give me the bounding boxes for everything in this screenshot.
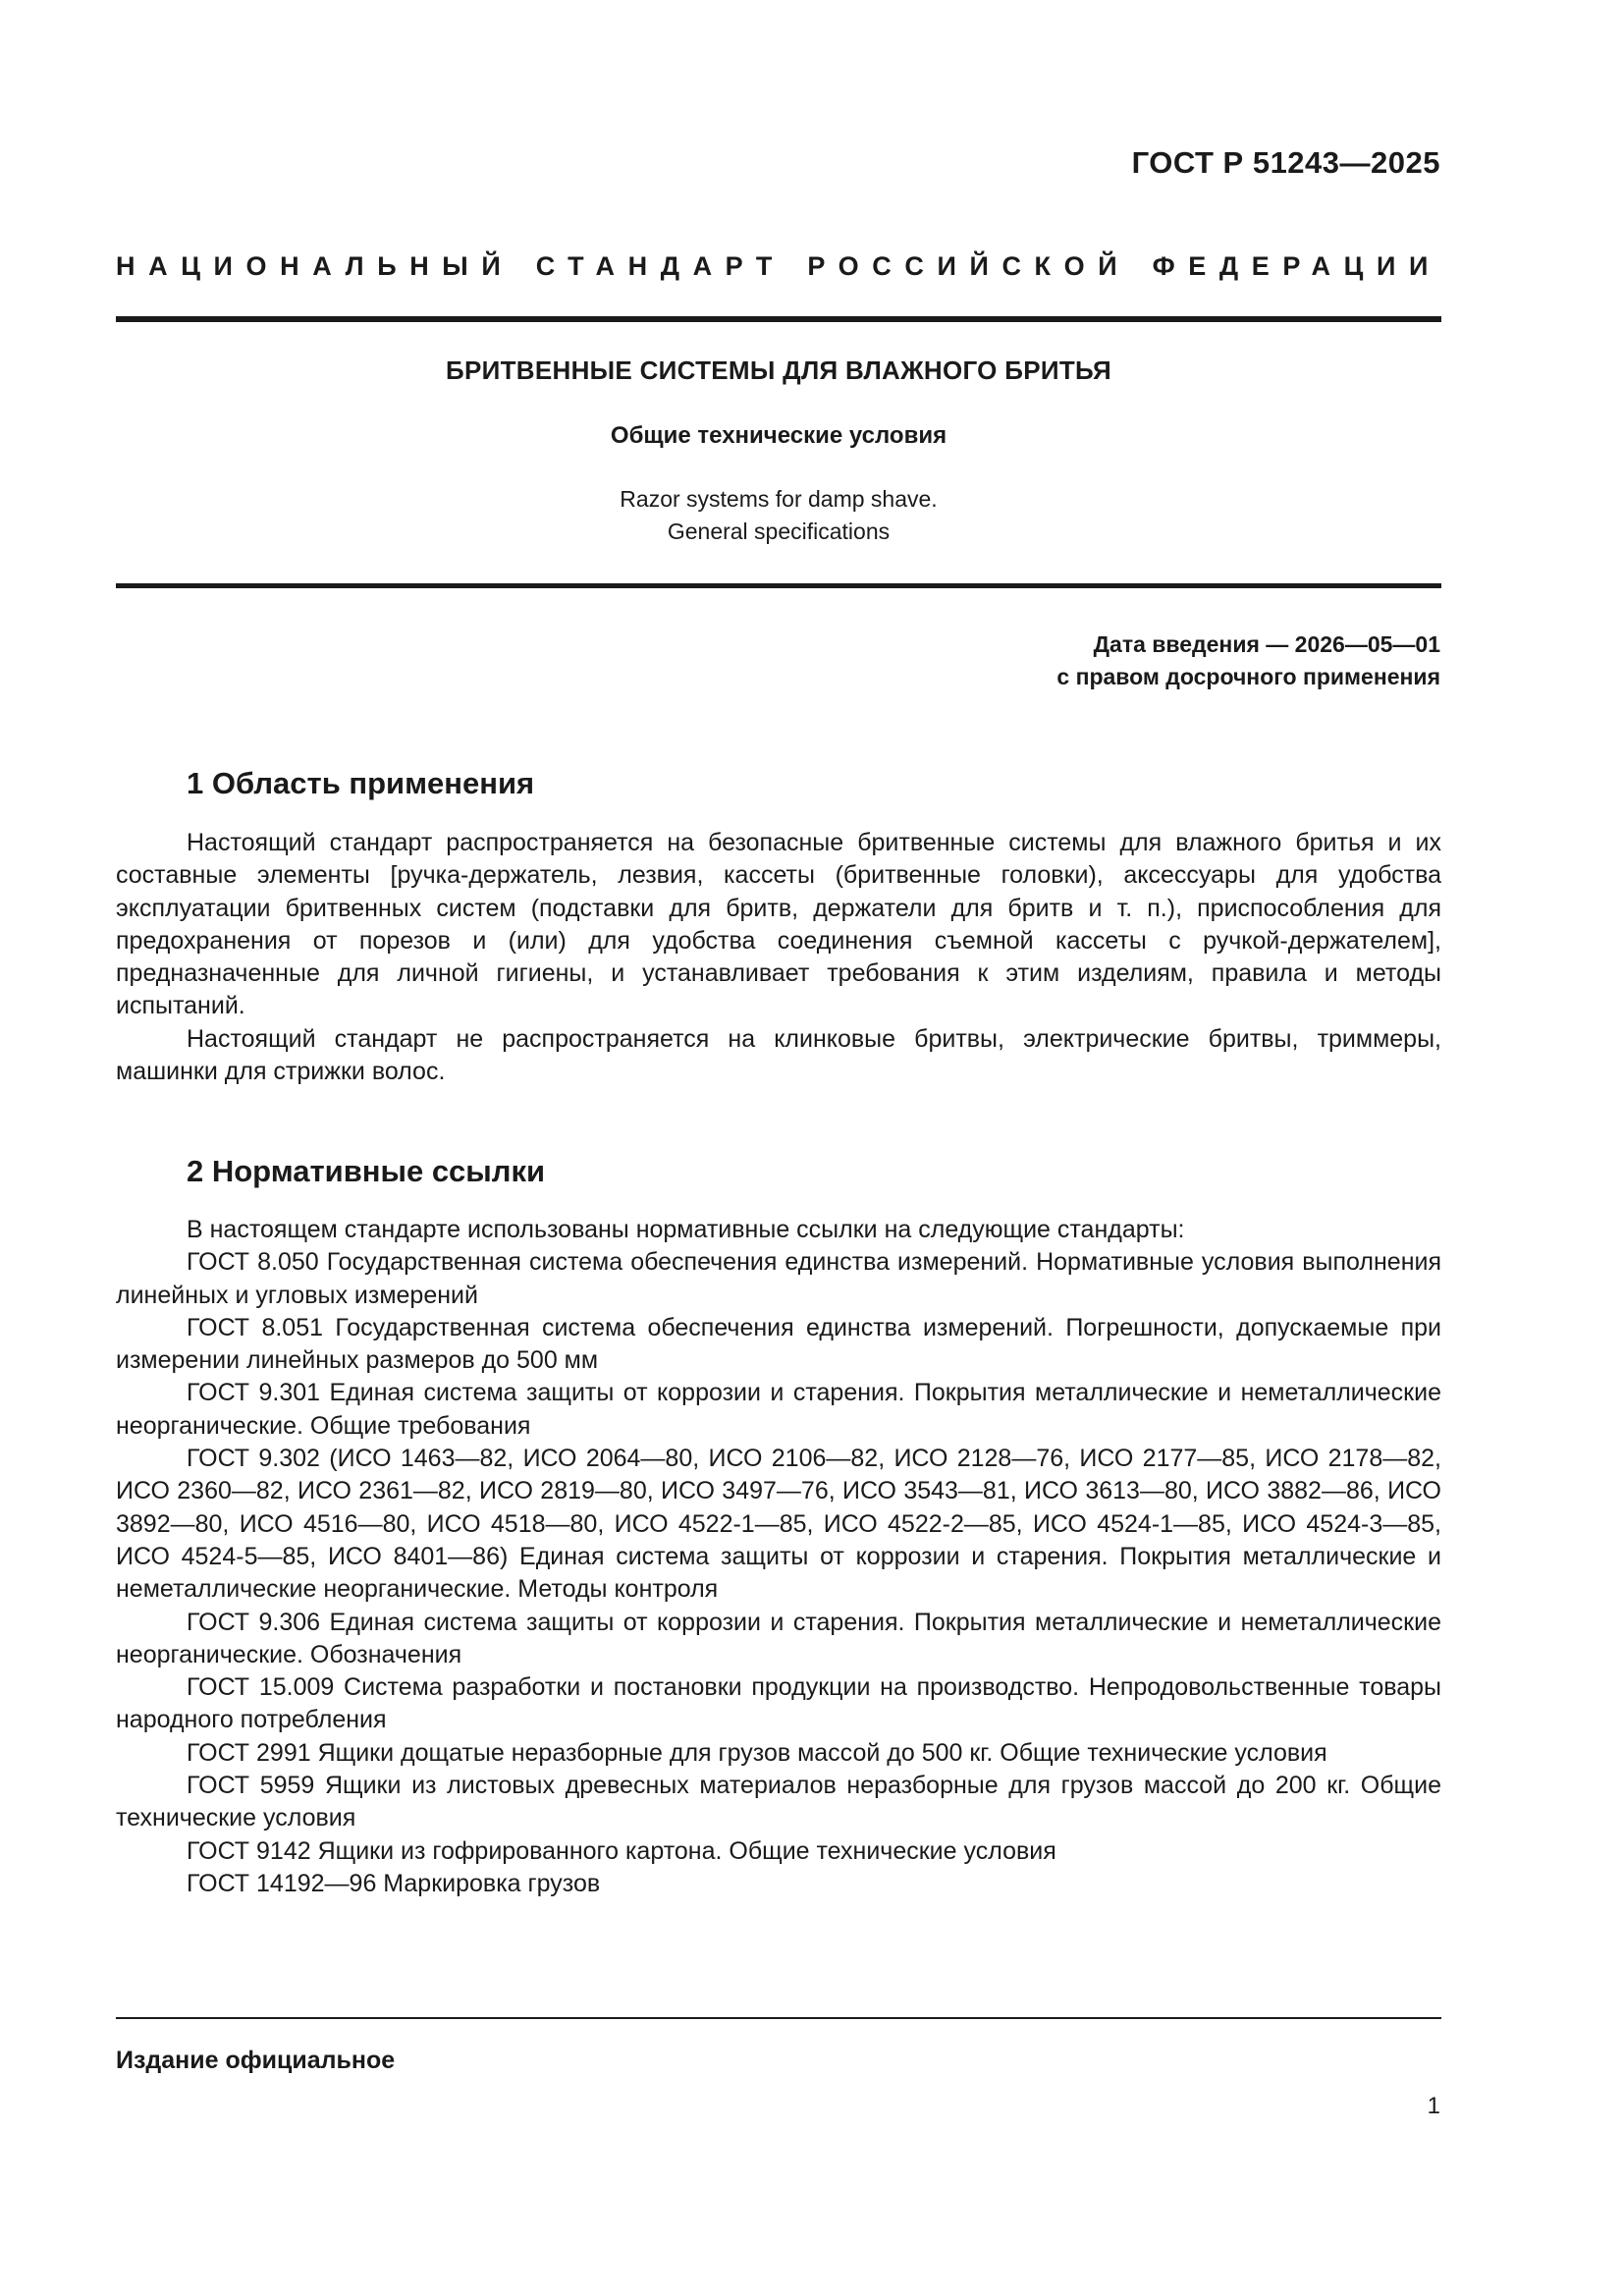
section-1-body	[116, 827, 1441, 1088]
reference-item: ГОСТ 8.050 Государственная система обеспечения единства измерений. Нормативные условия выполнения линейных и угловых измерений	[116, 1248, 1441, 1309]
page-number: 1	[1427, 2093, 1440, 2119]
reference-item: ГОСТ 9.301 Единая система защиты от коррозии и старения. Покрытия металлические и неметаллические неорганические. Общие требования	[116, 1379, 1441, 1440]
title-divider	[116, 583, 1441, 588]
early-application-note: с правом досрочного применения	[1056, 664, 1440, 689]
section-2-heading: 2 Нормативные ссылки	[187, 1154, 546, 1188]
normative-references-list	[116, 1214, 1441, 1900]
reference-item: ГОСТ 8.051 Государственная система обеспечения единства измерений. Погрешности, допускаемые при измерении линейных размеров до 500 мм	[116, 1313, 1441, 1375]
reference-item: ГОСТ 14192—96 Маркировка грузов	[187, 1869, 601, 1897]
document-code: ГОСТ Р 51243—2025	[1131, 145, 1440, 180]
document-subtitle: Общие технические условия	[610, 422, 947, 449]
national-standard-banner: НАЦИОНАЛЬНЫЙ СТАНДАРТ РОССИЙСКОЙ ФЕДЕРАЦИИ	[116, 251, 1441, 281]
footer-divider	[116, 2017, 1441, 2019]
document-title: БРИТВЕННЫЕ СИСТЕМЫ ДЛЯ ВЛАЖНОГО БРИТЬЯ	[446, 355, 1111, 385]
introduction-date-block	[1056, 629, 1440, 693]
english-title-line-1: Razor systems for damp shave.	[620, 486, 938, 512]
english-title-line-2: General specifications	[667, 519, 891, 544]
reference-item: ГОСТ 9.302 (ИСО 1463—82, ИСО 2064—80, ИСО 2106—82, ИСО 2128—76, ИСО 2177—85, ИСО 2178—82, ИСО 2360—82, ИСО 2361—82, ИСО 2819—80, ИСО 3497—76, ИСО 3543—81, ИСО 3613—80, ИСО 3882—86, ИСО 3892—80, ИСО 4516—80, ИСО 4518—80, ИСО 4522-1—85, ИСО 4522-2—85, ИСО 4524-1—85, ИСО 4524-3—85, ИСО 4524-5—85, ИСО 8401—86) Единая система защиты от коррозии и старения. Покрытия металлические и неметаллические неорганические. Методы контроля	[116, 1445, 1441, 1604]
reference-item: ГОСТ 9.306 Единая система защиты от коррозии и старения. Покрытия металлические и неметаллические неорганические. Обозначения	[116, 1608, 1441, 1668]
reference-item: ГОСТ 2991 Ящики дощатые неразборные для грузов массой до 500 кг. Общие технические условия	[187, 1738, 1327, 1767]
reference-item: ГОСТ 9142 Ящики из гофрированного картона. Общие технические условия	[187, 1836, 1056, 1865]
introduction-date: Дата введения — 2026—05—01	[1093, 631, 1440, 657]
references-intro: В настоящем стандарте использованы нормативные ссылки на следующие стандарты:	[187, 1216, 1185, 1243]
english-title	[116, 483, 1441, 548]
reference-item: ГОСТ 5959 Ящики из листовых древесных материалов неразборные для грузов массой до 200 кг. Общие технические условия	[116, 1772, 1441, 1832]
section-1-paragraph-1: Настоящий стандарт распространяется на безопасные бритвенные системы для влажного бритья и их составные элементы [ручка-держатель, лезвия, кассеты (бритвенные головки), аксессуары для удобства эксплуатации бритвенных систем (подставки для бритв, держатели для бритв и т. п.), приспособления для предохранения от порезов и (или) для удобства соединения съемной кассеты с ручкой-держателем], предназначенные для личной гигиены, и устанавливает требования к этим изделиям, правила и методы испытаний.	[116, 829, 1441, 1020]
section-1-heading: 1 Область применения	[187, 766, 535, 800]
reference-item: ГОСТ 15.009 Система разработки и постановки продукции на производство. Непродовольственные товары народного потребления	[116, 1673, 1441, 1734]
official-edition-label: Издание официальное	[116, 2047, 396, 2074]
section-1-paragraph-2: Настоящий стандарт не распространяется на клинковые бритвы, электрические бритвы, триммеры, машинки для стрижки волос.	[116, 1024, 1441, 1086]
header-divider	[116, 316, 1441, 322]
